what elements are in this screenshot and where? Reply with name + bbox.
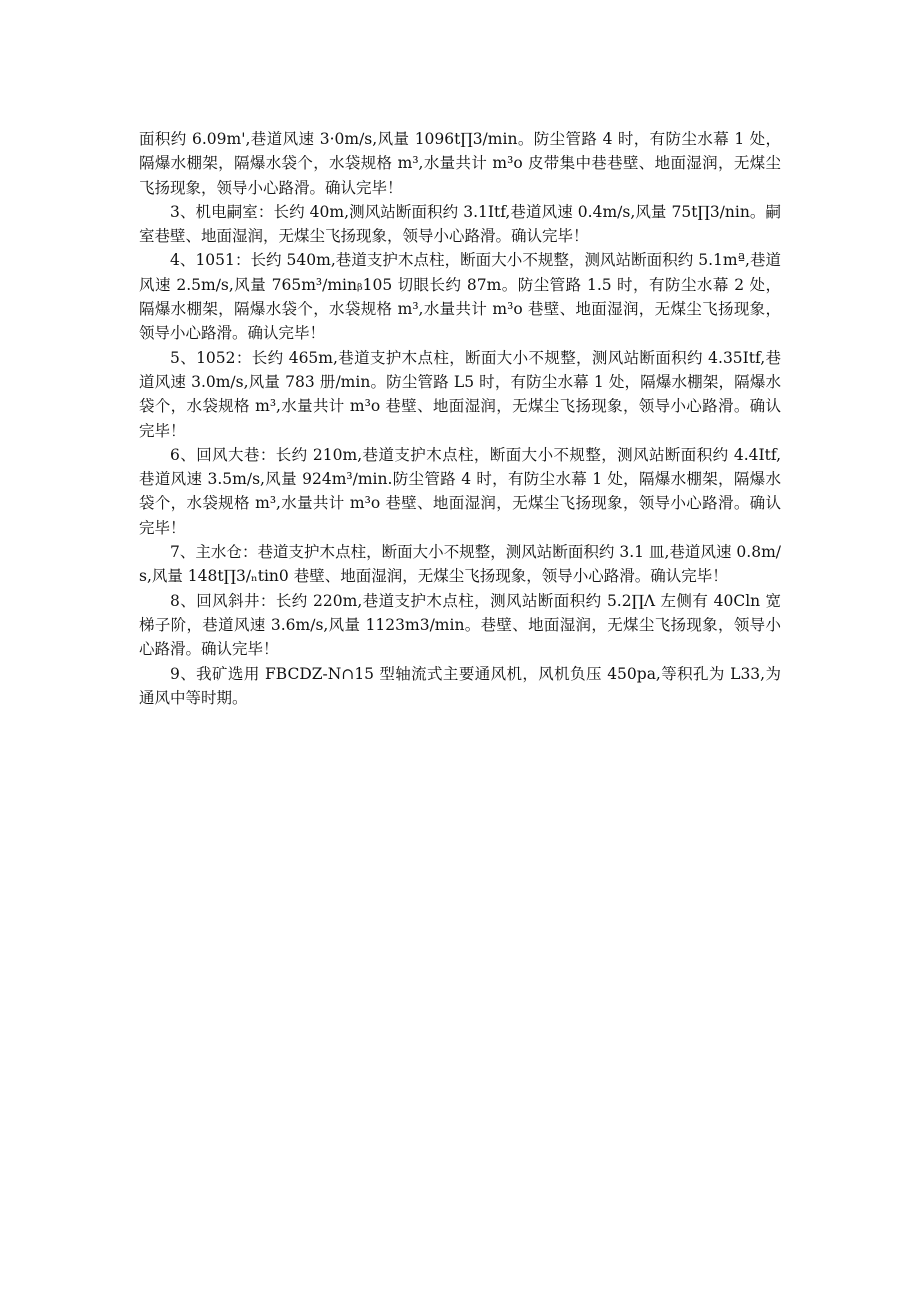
paragraph-item-7: 7、主水仓：巷道支护木点柱，断面大小不规整，测风站断面积约 3.1 皿,巷道风速 0.8m/s,风量 148t∏3∕ₙtin0 巷壁、地面湿润，无煤尘飞扬现象，领导小心路滑。确认完毕！: [139, 543, 781, 586]
paragraph-item-8: 8、回风斜井：长约 220m,巷道支护木点柱，测风站断面积约 5.2∏Λ 左侧有 40Cln 宽梯子阶，巷道风速 3.6m∕s,风量 1123m3/min。巷壁、地面湿润，无煤尘飞扬现象，领导小心路滑。确认完毕！: [139, 591, 781, 659]
paragraph-item-3: 3、机电嗣室：长约 40m,测风站断面积约 3.1Itf,巷道风速 0.4m∕s,风量 75t∏3∕nin。嗣室巷壁、地面湿润，无煤尘飞扬现象，领导小心路滑。确认完毕！: [139, 202, 781, 246]
paragraph-continued: 面积约 6.09m',巷道风速 3·0m∕s,风量 1096t∏3/min。防尘管路 4 时，有防尘水幕 1 处，隔爆水棚架，隔爆水袋个，水袋规格 m³,水量共计 m³o 皮带集中巷巷壁、地面湿润，无煤尘飞扬现象，领导小心路滑。确认完毕！: [139, 130, 781, 197]
paragraph-item-4: 4、1051：长约 540m,巷道支护木点柱，断面大小不规整，测风站断面积约 5.1mª,巷道风速 2.5m∕s,风量 765m³∕minᵦ105 切眼长约 87m。防尘管路 1.5 时，有防尘水幕 2 处，隔爆水棚架，隔爆水袋个，水袋规格 m³,水量共计 m³o 巷壁、地面湿润，无煤尘飞扬现象，领导小心路滑。确认完毕！: [139, 251, 781, 343]
paragraph-item-5: 5、1052：长约 465m,巷道支护木点柱，断面大小不规整，测风站断面积约 4.35Itf,巷道风速 3.0m∕s,风量 783 册/min。防尘管路 L5 时，有防尘水幕 1 处，隔爆水棚架，隔爆水袋个，水袋规格 m³,水量共计 m³o 巷壁、地面湿润，无煤尘飞扬现象，领导小心路滑。确认完毕！: [139, 348, 781, 440]
document-body: [139, 127, 781, 710]
paragraph-item-9: 9、我矿选用 FBCDZ-N∩15 型轴流式主要通风机，风机负压 450pa,等积孔为 L33,为通风中等时期。: [139, 664, 781, 707]
paragraph-item-6: 6、回风大巷：长约 210m,巷道支护木点柱，断面大小不规整，测风站断面积约 4.4Itf,巷道风速 3.5m∕s,风量 924m³∕min.防尘管路 4 时，有防尘水幕 1 处，隔爆水棚架，隔爆水袋个，水袋规格 m³,水量共计 m³o 巷壁、地面湿润，无煤尘飞扬现象，领导小心路滑。确认完毕！: [139, 445, 781, 537]
